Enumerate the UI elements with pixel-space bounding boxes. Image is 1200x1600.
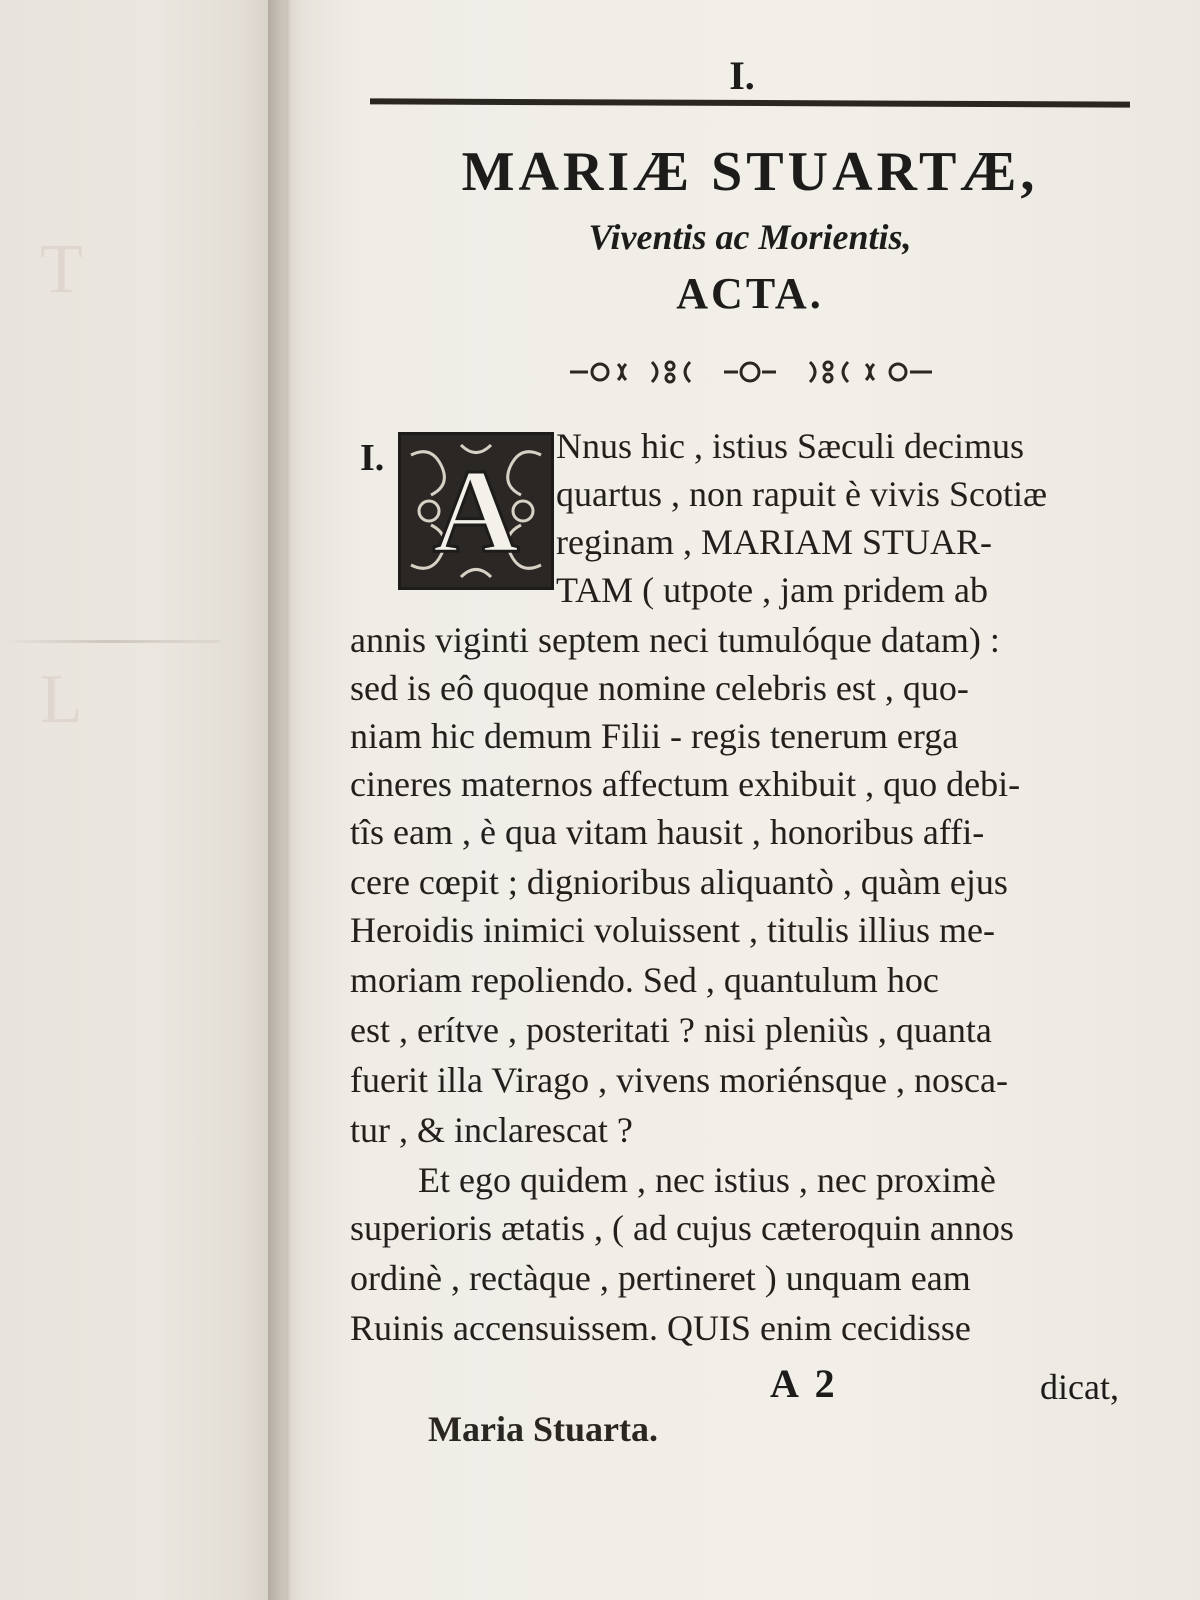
text-line: est , erítve , posteritati ? nisi pleniùs , quanta: [350, 1010, 992, 1050]
text-line: tur , & inclarescat ?: [350, 1110, 633, 1150]
page-number: I.: [729, 53, 755, 98]
page-heading: ACTA.: [676, 269, 824, 318]
text-line: cere cœpit ; dignioribus aliquantò , quàm ejus: [350, 862, 1008, 902]
text-line: TAM ( utpote , jam pridem ab: [556, 570, 989, 610]
text-line: cineres maternos affectum exhibuit , quo debi-: [350, 764, 1021, 804]
drop-cap-letter: A: [432, 444, 520, 577]
page-title: MARIÆ STUARTÆ,: [461, 141, 1039, 203]
text-line: annis viginti septem neci tumulóque datam) :: [350, 620, 1000, 660]
text-line: Nnus hic , istius Sæculi decimus: [556, 426, 1024, 466]
text-line: Et ego quidem , nec istius , nec proximè: [418, 1160, 996, 1200]
text-line: reginam , MARIAM STUAR-: [556, 522, 992, 562]
left-page-bleed-mark: T: [40, 231, 83, 308]
text-line: superioris ætatis , ( ad cujus cæteroquin annos: [350, 1208, 1014, 1248]
text-line: sed is eô quoque nomine celebris est , quo-: [350, 668, 969, 708]
page-subtitle: Viventis ac Morientis,: [588, 217, 912, 257]
left-page-bleed-mark: L: [40, 661, 83, 738]
text-line: Ruinis accensuissem. QUIS enim cecidisse: [350, 1308, 971, 1348]
text-line: niam hic demum Filii - regis tenerum erga: [350, 716, 959, 756]
running-note: Maria Stuarta.: [428, 1409, 658, 1449]
left-page-fold: [0, 640, 220, 643]
text-line: fuerit illa Virago , vivens moriénsque , nosca-: [350, 1060, 1009, 1100]
text-line: quartus , non rapuit è vivis Scotiæ: [556, 474, 1047, 514]
text-line: Heroidis inimici voluissent , titulis illius me-: [350, 910, 995, 950]
text-line: moriam repoliendo. Sed , quantulum hoc: [350, 960, 939, 1000]
text-line: tîs eam , è qua vitam hausit , honoribus affi-: [350, 812, 985, 852]
book-gutter: [268, 0, 304, 1600]
text-line: ordinè , rectàque , pertineret ) unquam eam: [350, 1258, 971, 1298]
section-numeral: I.: [360, 437, 385, 479]
left-facing-page: [0, 0, 288, 1600]
decorated-initial: [398, 432, 554, 590]
signature-mark: A 2: [770, 1361, 839, 1406]
decorative-ornament-icon: [560, 352, 940, 392]
catchword: dicat,: [1040, 1367, 1119, 1407]
